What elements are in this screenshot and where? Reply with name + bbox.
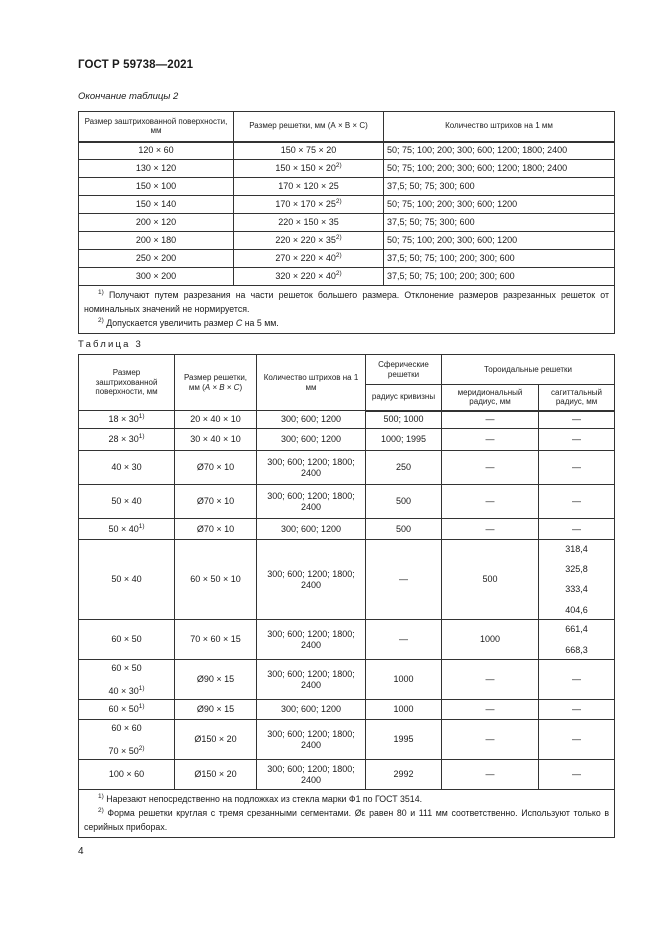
sagittal-value: 661,4 (565, 623, 588, 634)
table3-cell-sagittal: — (539, 660, 615, 700)
table3-cell-grating: 30 × 40 × 10 (175, 429, 257, 451)
table3-cell-grating: Ø70 × 10 (175, 485, 257, 519)
table3-cell-grating: Ø90 × 15 (175, 660, 257, 700)
table2-cell-surface: 150 × 140 (79, 196, 234, 214)
table2-notes-row (79, 286, 615, 334)
footnote-ref: 2) (335, 198, 342, 206)
table3-note-2 (84, 806, 609, 834)
table2-note-2 (84, 316, 609, 330)
table3-cell-grating: 70 × 60 × 15 (175, 620, 257, 660)
footnote-ref: 2) (335, 234, 342, 242)
surface-stack (82, 723, 171, 757)
table2-cell-grating (234, 196, 384, 214)
table3-cell-grating: 60 × 50 × 10 (175, 540, 257, 620)
table3-cell-meridional: — (442, 760, 539, 790)
table2-cell-grating (234, 160, 384, 178)
footnote-ref: 2) (335, 270, 342, 278)
grating-value: 150 × 75 × 20 (280, 145, 337, 156)
table3-cell-meridional: — (442, 429, 539, 451)
surface-value: 100 × 60 (108, 769, 145, 780)
table3-header-toroidal: Тороидальные решетки (442, 355, 615, 385)
table3-cell-lines: 300; 600; 1200; 1800; 2400 (257, 720, 366, 760)
grating-value: 170 × 170 × 25 (275, 199, 336, 210)
table3-cell-surface (79, 451, 175, 485)
table2-row (79, 196, 615, 214)
sagittal-value-list (542, 624, 611, 656)
table3-cell-grating: Ø150 × 20 (175, 760, 257, 790)
sagittal-value: 404,6 (565, 604, 588, 615)
note-text: Нарезают непосредственно на подложках из стекла марки Ф1 по ГОСТ 3514. (106, 794, 423, 804)
table3-cell-radius: 500 (366, 485, 442, 519)
table3-cell-surface (79, 540, 175, 620)
table3-cell-meridional: — (442, 485, 539, 519)
table2-row (79, 160, 615, 178)
footnote-ref: 2) (138, 744, 145, 752)
footnote-ref: 1) (138, 522, 145, 530)
table2-row (79, 214, 615, 232)
grating-value: 320 × 220 × 40 (275, 271, 336, 282)
table3-row (79, 700, 615, 720)
table3-cell-surface (79, 620, 175, 660)
table3-cell-surface (79, 720, 175, 760)
table3-row (79, 411, 615, 429)
table3-header-meridional: меридиональный радиус, мм (442, 385, 539, 411)
surface-value: 18 × 30 (108, 414, 139, 425)
table2-cell-surface: 130 × 120 (79, 160, 234, 178)
surface-value-2 (108, 686, 144, 697)
grating-value: 150 × 150 × 20 (275, 163, 336, 174)
table3-header-row-1 (79, 355, 615, 385)
table3-cell-lines: 300; 600; 1200 (257, 519, 366, 540)
note-text: Получают путем разрезания на части решеток большего размера. Отклонение размеров разрезанных решеток от номинальных значений не нормируется. (84, 290, 610, 314)
table3-cell-lines: 300; 600; 1200; 1800; 2400 (257, 660, 366, 700)
sagittal-value: 333,4 (565, 584, 588, 595)
table3-cell-surface (79, 429, 175, 451)
table2-cell-lines: 50; 75; 100; 200; 300; 600; 1200; 1800; 2400 (384, 160, 615, 178)
table2-cell-grating (234, 232, 384, 250)
table3-cell-radius: 1995 (366, 720, 442, 760)
table3-cell-sagittal: — (539, 429, 615, 451)
table3-cell-radius: 1000 (366, 700, 442, 720)
table3-cell-lines: 300; 600; 1200 (257, 429, 366, 451)
table2-cell-grating (234, 250, 384, 268)
table2-cell-grating (234, 268, 384, 286)
table3-cell-grating: Ø150 × 20 (175, 720, 257, 760)
table3-cell-surface (79, 660, 175, 700)
table3-header-spherical: Сферические решетки (366, 355, 442, 385)
table3-cell-lines: 300; 600; 1200; 1800; 2400 (257, 485, 366, 519)
grating-value: 270 × 220 × 40 (275, 253, 336, 264)
note-mark: 1) (98, 793, 104, 800)
note-text: на 5 мм. (242, 318, 279, 328)
table3-cell-sagittal (539, 620, 615, 660)
table2-cell-grating (234, 178, 384, 196)
footnote-ref: 1) (138, 433, 145, 441)
table2-header-row (79, 112, 615, 142)
table2-notes (79, 286, 615, 334)
footnote-ref: 2) (335, 162, 342, 170)
table3-header-surface: Размер заштрихованной поверхности, мм (79, 355, 175, 411)
table2-cell-surface: 300 × 200 (79, 268, 234, 286)
table3-header-sagittal: сагиттальный радиус, мм (539, 385, 615, 411)
table3-cell-radius: 500; 1000 (366, 411, 442, 429)
table3-row (79, 519, 615, 540)
table3-caption: Таблица 3 (78, 339, 143, 350)
table3-cell-sagittal: — (539, 411, 615, 429)
table2-header-grating: Размер решетки, мм (А × B × С) (234, 112, 384, 142)
table2-row (79, 268, 615, 286)
sagittal-value-list (542, 544, 611, 616)
surface-value-2 (108, 746, 144, 757)
note-mark: 2) (98, 807, 104, 814)
table-2 (78, 111, 615, 334)
table2-cell-lines: 50; 75; 100; 200; 300; 600; 1200 (384, 196, 615, 214)
table2-cell-surface: 250 × 200 (79, 250, 234, 268)
table3-cell-surface (79, 485, 175, 519)
sagittal-value: 325,8 (565, 563, 588, 574)
table2-cell-grating (234, 214, 384, 232)
footnote-ref: 2) (335, 252, 342, 260)
table2-row (79, 250, 615, 268)
table3-note-1 (84, 792, 609, 806)
sagittal-value: 668,3 (565, 644, 588, 655)
surface-value: 50 × 40 (111, 574, 142, 585)
table2-row (79, 178, 615, 196)
header-text: Размер решетки, мм ( (183, 372, 248, 392)
table2-note-1 (84, 288, 609, 316)
header-var: А × B × С (204, 382, 240, 392)
table2-caption: Окончание таблицы 2 (78, 91, 179, 102)
table3-cell-surface (79, 760, 175, 790)
grating-value: 170 × 120 × 25 (278, 181, 339, 192)
footnote-ref: 1) (138, 413, 145, 421)
note-mark: 2) (98, 317, 104, 324)
table3-header-radius: радиус кривизны (366, 385, 442, 411)
table2-cell-lines: 37,5; 50; 75; 100; 200; 300; 600 (384, 268, 615, 286)
table3-cell-sagittal: — (539, 700, 615, 720)
table3-row (79, 620, 615, 660)
table3-header-lines: Количество штрихов на 1 мм (257, 355, 366, 411)
document-code: ГОСТ Р 59738—2021 (78, 59, 194, 71)
surface-value: 50 × 40 (108, 523, 139, 534)
table3-cell-radius: 250 (366, 451, 442, 485)
table3-notes-row (79, 790, 615, 838)
table3-cell-meridional: — (442, 700, 539, 720)
table2-header-lines: Количество штрихов на 1 мм (384, 112, 615, 142)
surface-value: 60 × 50 (108, 704, 139, 715)
table3-cell-surface (79, 411, 175, 429)
table3-cell-radius: 500 (366, 519, 442, 540)
footnote-ref: 1) (138, 703, 145, 711)
table3-cell-lines: 300; 600; 1200 (257, 411, 366, 429)
table-3 (78, 354, 615, 838)
table3-cell-grating: Ø70 × 10 (175, 451, 257, 485)
grating-value: 220 × 220 × 35 (275, 235, 336, 246)
table3-cell-radius: — (366, 540, 442, 620)
table3-cell-surface (79, 519, 175, 540)
table3-cell-radius: 2992 (366, 760, 442, 790)
table3-cell-grating: 20 × 40 × 10 (175, 411, 257, 429)
table3-cell-sagittal: — (539, 720, 615, 760)
surface-value: 40 × 30 (111, 462, 142, 473)
table2-cell-lines: 37,5; 50; 75; 300; 600 (384, 214, 615, 232)
table2-cell-lines: 37,5; 50; 75; 300; 600 (384, 178, 615, 196)
table3-cell-meridional: 500 (442, 540, 539, 620)
table3-cell-meridional: — (442, 519, 539, 540)
table2-cell-lines: 37,5; 50; 75; 100; 200; 300; 600 (384, 250, 615, 268)
table3-row (79, 760, 615, 790)
footnote-ref: 1) (138, 684, 145, 692)
table3-cell-radius: 1000 (366, 660, 442, 700)
table3-cell-meridional: — (442, 451, 539, 485)
table3-row (79, 660, 615, 700)
table3-cell-sagittal: — (539, 519, 615, 540)
grating-value: 220 × 150 × 35 (278, 217, 339, 228)
table2-cell-grating (234, 142, 384, 160)
table3-cell-lines: 300; 600; 1200; 1800; 2400 (257, 760, 366, 790)
surface-value: 28 × 30 (108, 434, 139, 445)
surface-stack (82, 663, 171, 697)
table2-cell-lines: 50; 75; 100; 200; 300; 600; 1200 (384, 232, 615, 250)
table2-cell-surface: 120 × 60 (79, 142, 234, 160)
table3-cell-lines: 300; 600; 1200; 1800; 2400 (257, 451, 366, 485)
table3-cell-meridional: — (442, 411, 539, 429)
sagittal-value: 318,4 (565, 543, 588, 554)
surface-value: 50 × 40 (111, 496, 142, 507)
note-var: С (235, 318, 243, 328)
table3-cell-grating: Ø70 × 10 (175, 519, 257, 540)
table3-cell-lines: 300; 600; 1200; 1800; 2400 (257, 540, 366, 620)
table2-cell-lines: 50; 75; 100; 200; 300; 600; 1200; 1800; 2400 (384, 142, 615, 160)
surface-value: 40 × 30 (108, 685, 139, 696)
table3-cell-sagittal: — (539, 451, 615, 485)
surface-value: 60 × 50 (111, 662, 142, 673)
table3-row (79, 540, 615, 620)
header-text: ) (239, 382, 243, 392)
page-number: 4 (78, 846, 84, 857)
note-mark: 1) (98, 289, 104, 296)
note-text: Форма решетки круглая с тремя срезанными сегментами. Øε равен 80 и 111 мм соответственно. Используют только в серийных приборах. (84, 808, 610, 832)
table2-cell-surface: 150 × 100 (79, 178, 234, 196)
table2-row (79, 232, 615, 250)
table3-cell-grating: Ø90 × 15 (175, 700, 257, 720)
table3-cell-meridional: — (442, 660, 539, 700)
table3-row (79, 720, 615, 760)
table3-row (79, 451, 615, 485)
table3-cell-meridional: 1000 (442, 620, 539, 660)
table3-cell-surface (79, 700, 175, 720)
note-text: Допускается увеличить размер (106, 318, 236, 328)
surface-value: 60 × 50 (111, 634, 142, 645)
surface-value: 60 × 60 (111, 722, 142, 733)
table3-notes (79, 790, 615, 838)
table3-cell-radius: — (366, 620, 442, 660)
table2-row (79, 142, 615, 160)
table3-row (79, 429, 615, 451)
surface-value: 70 × 50 (108, 745, 139, 756)
table3-header-grating (175, 355, 257, 411)
table3-cell-sagittal (539, 540, 615, 620)
table3-cell-meridional: — (442, 720, 539, 760)
table3-cell-sagittal: — (539, 760, 615, 790)
table3-cell-lines: 300; 600; 1200; 1800; 2400 (257, 620, 366, 660)
table3-cell-radius: 1000; 1995 (366, 429, 442, 451)
table2-cell-surface: 200 × 180 (79, 232, 234, 250)
table3-cell-lines: 300; 600; 1200 (257, 700, 366, 720)
table2-header-surface: Размер заштрихованной поверхности, мм (79, 112, 234, 142)
table3-row (79, 485, 615, 519)
table3-cell-sagittal: — (539, 485, 615, 519)
table2-cell-surface: 200 × 120 (79, 214, 234, 232)
